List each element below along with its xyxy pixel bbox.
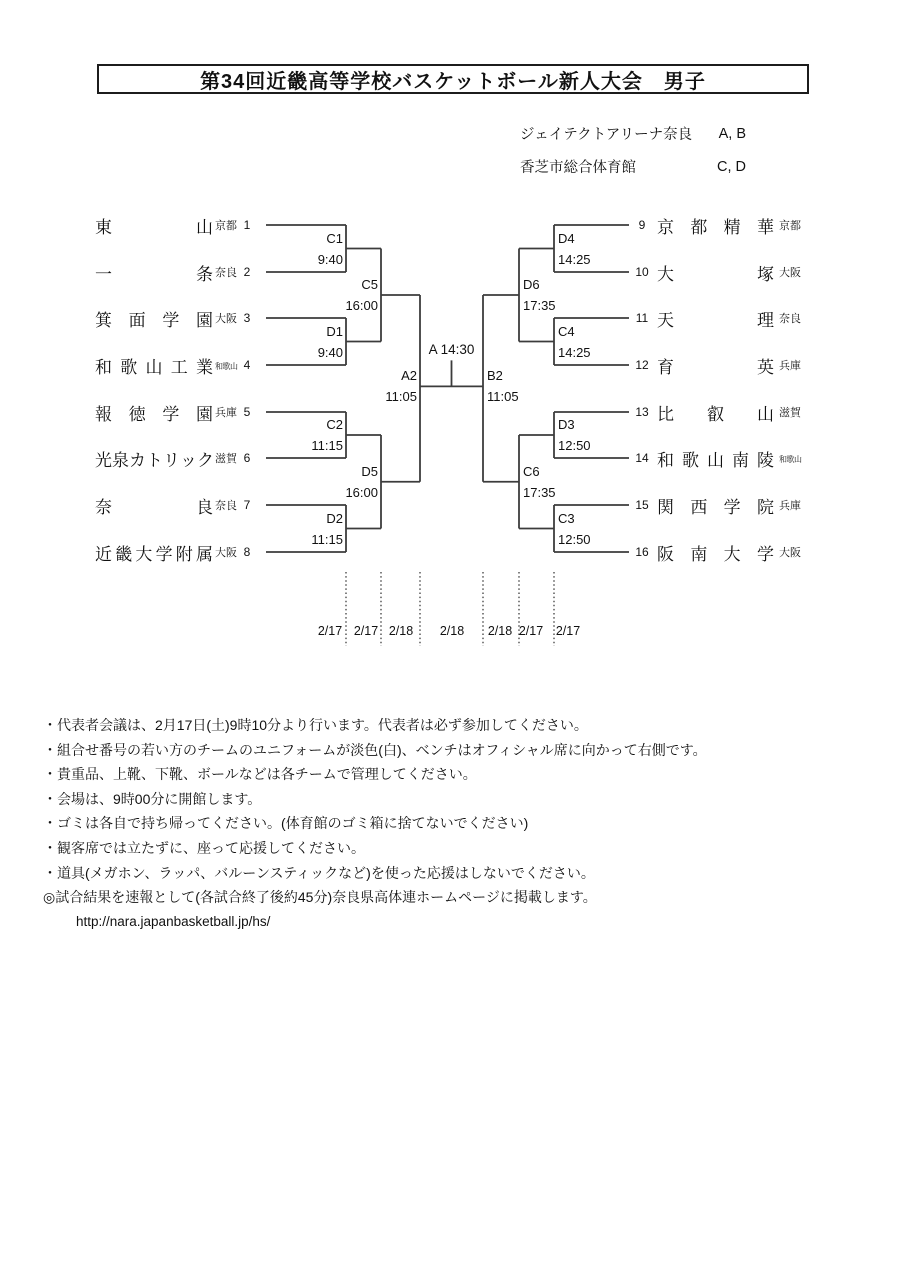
team-seed: 5 [243, 405, 251, 419]
match-code: B2 [487, 368, 503, 384]
match-time: 16:00 [345, 298, 378, 313]
team-name: 奈 良 [95, 497, 213, 517]
team-prefecture: 滋賀 [779, 407, 801, 419]
team-seed: 9 [638, 218, 646, 232]
match-time: 11:15 [311, 531, 343, 547]
team-prefecture: 京都 [779, 220, 801, 232]
team-name: 阪 南 大 学 [657, 544, 774, 564]
match-time: 17:35 [523, 484, 556, 500]
match-time: 12:50 [558, 531, 591, 547]
team-name: 一 条 [95, 264, 213, 284]
team-name: 光 泉 カ ト リ ッ ク [95, 450, 214, 470]
match-time: 9:40 [317, 344, 343, 360]
team-seed: 10 [635, 265, 649, 279]
note-line: ◎試合結果を速報として(各試合終了後約45分)奈良県高体連ホームページに掲載します。 [43, 889, 597, 906]
match-code: D1 [326, 323, 343, 339]
match-time: 17:35 [523, 298, 556, 313]
match-code: C4 [558, 323, 575, 339]
venue-courts: A, B [718, 125, 746, 142]
team-seed: 15 [635, 498, 649, 512]
match-time: 14:25 [558, 251, 591, 267]
team-seed: 14 [635, 451, 649, 465]
match-code: C1 [326, 230, 343, 246]
match-code: D3 [558, 417, 575, 432]
team-name: 関 西 学 院 [657, 497, 774, 517]
team-prefecture: 大阪 [779, 267, 801, 279]
match-time: 11:05 [385, 389, 417, 405]
team-seed: 8 [243, 545, 251, 559]
match-time: 14:25 [558, 344, 591, 360]
team-name: 和 歌 山 工 業 [95, 357, 213, 377]
note-line: ・組合せ番号の若い方のチームのユニフォームが淡色(白)、ベンチはオフィシャル席に向かって右側です。 [43, 741, 707, 758]
page-title: 第34回近畿高等学校バスケットボール新人大会 男子 [200, 70, 706, 93]
date-label: 2/18 [388, 624, 414, 638]
team-prefecture: 奈良 [779, 313, 801, 325]
team-seed: 12 [635, 358, 649, 372]
team-name: 報 徳 学 園 [95, 404, 213, 424]
venue-courts: C, D [717, 158, 746, 175]
match-time: 12:50 [558, 438, 591, 453]
date-label: 2/17 [518, 624, 544, 638]
match-time: 16:00 [345, 484, 378, 500]
date-label: 2/18 [439, 624, 465, 638]
team-name: 箕 面 学 園 [95, 310, 213, 330]
team-prefecture: 和歌山 [779, 455, 802, 464]
team-prefecture: 兵庫 [779, 500, 801, 512]
match-code: C2 [326, 417, 343, 432]
match-code: C3 [558, 510, 575, 526]
match-time: 11:15 [311, 438, 343, 453]
team-name: 大 塚 [657, 264, 774, 284]
team-prefecture: 和歌山 [215, 362, 238, 371]
note-line: ・代表者会議は、2月17日(土)9時10分より行います。代表者は必ず参加してください。 [43, 717, 588, 733]
note-line: ・貴重品、上靴、下靴、ボールなどは各チームで管理してください。 [43, 766, 477, 783]
note-line: ・会場は、9時00分に開館します。 [43, 790, 262, 807]
team-prefecture: 兵庫 [215, 407, 237, 419]
match-code: D5 [361, 463, 378, 479]
team-prefecture: 奈良 [215, 500, 237, 512]
team-name: 近 畿 大 学 附 属 [95, 544, 213, 564]
team-prefecture: 奈良 [215, 267, 237, 279]
match-code: D2 [326, 510, 343, 526]
match-code: C5 [361, 277, 378, 292]
team-seed: 1 [243, 218, 251, 232]
team-name: 育 英 [657, 357, 774, 377]
team-seed: 6 [243, 451, 251, 465]
team-seed: 11 [635, 311, 649, 325]
match-time: 9:40 [317, 251, 343, 267]
venue-name: ジェイテクトアリーナ奈良 [520, 127, 693, 143]
team-prefecture: 京都 [215, 220, 237, 232]
venue-name: 香芝市総合体育館 [520, 160, 636, 176]
team-prefecture: 滋賀 [215, 453, 237, 465]
match-code: D6 [523, 277, 540, 292]
team-name: 天 理 [657, 310, 774, 330]
team-seed: 4 [243, 358, 251, 372]
team-prefecture: 大阪 [779, 547, 801, 559]
team-prefecture: 大阪 [215, 547, 237, 559]
date-label: 2/18 [487, 624, 513, 638]
team-seed: 13 [635, 405, 649, 419]
team-seed: 2 [243, 265, 251, 279]
date-label: 2/17 [555, 624, 581, 638]
team-name: 東 山 [95, 217, 213, 237]
team-seed: 16 [635, 545, 649, 559]
note-line: ・道具(メガホン、ラッパ、バルーンスティックなど)を使った応援はしないでください。 [43, 864, 595, 881]
date-label: 2/17 [317, 624, 343, 638]
team-seed: 7 [243, 498, 251, 512]
match-code: A2 [401, 368, 417, 384]
team-prefecture: 大阪 [215, 313, 237, 325]
team-name: 京 都 精 華 [657, 217, 774, 237]
match-code: C6 [523, 463, 540, 479]
team-name: 和 歌 山 南 陵 [657, 450, 774, 470]
team-name: 比 叡 山 [657, 404, 774, 424]
team-prefecture: 兵庫 [779, 360, 801, 372]
team-seed: 3 [243, 311, 251, 325]
final-match-label: A 14:30 [428, 342, 475, 358]
date-label: 2/17 [353, 624, 379, 638]
note-line: ・観客席では立たずに、座って応援してください。 [43, 839, 365, 856]
homepage-url: http://nara.japanbasketball.jp/hs/ [76, 913, 271, 929]
match-code: D4 [558, 230, 575, 246]
notes-block [43, 713, 883, 934]
match-time: 11:05 [487, 389, 519, 405]
note-line: ・ゴミは各自で持ち帰ってください。(体育館のゴミ箱に捨てないでください) [43, 815, 529, 832]
